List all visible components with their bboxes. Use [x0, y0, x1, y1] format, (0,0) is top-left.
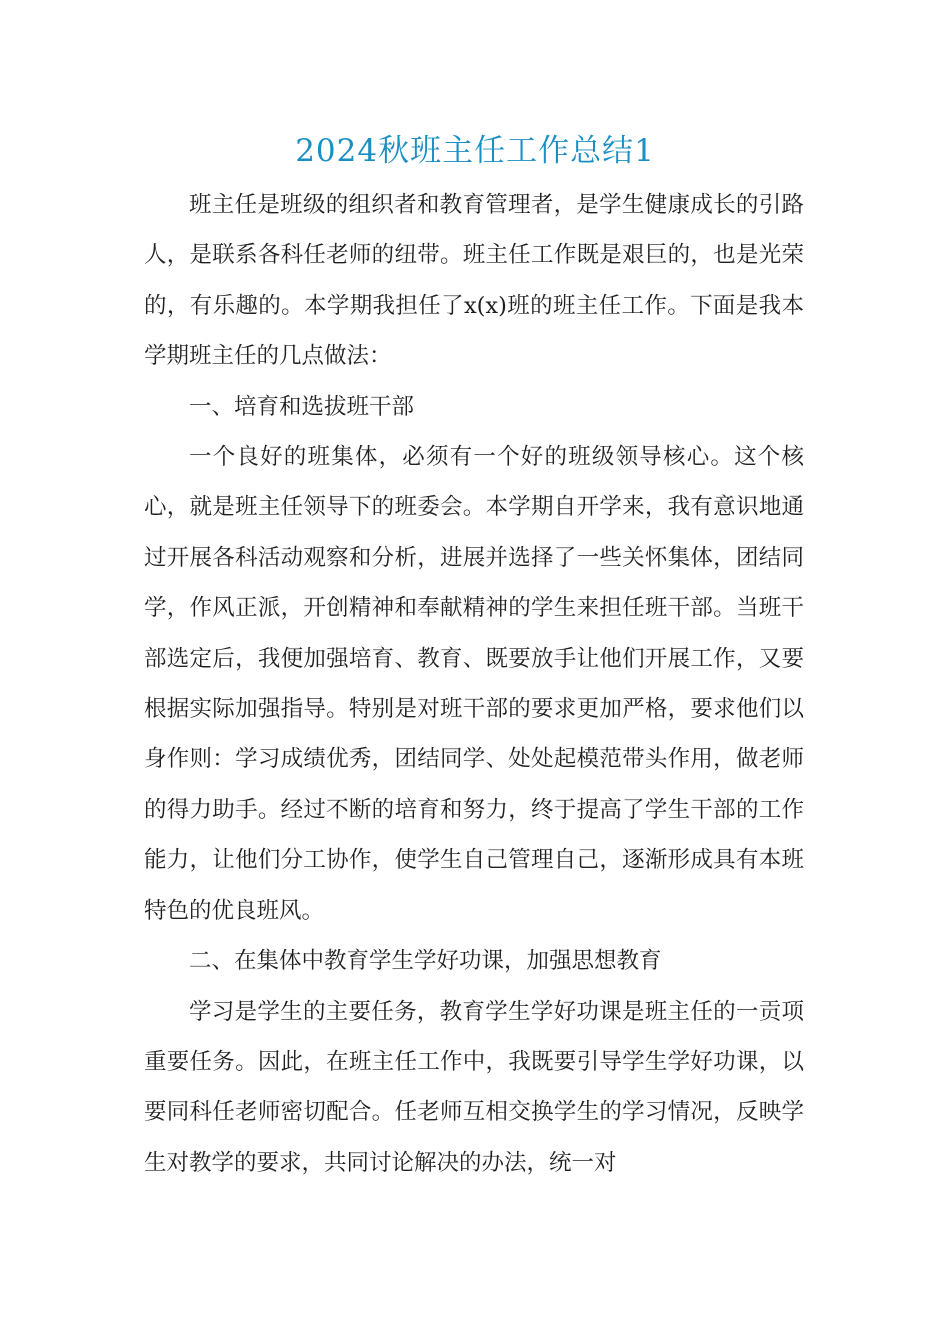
paragraph-section-2: 学习是学生的主要任务，教育学生学好功课是班主任的一贡项重要任务。因此，在班主任工作中，我既要引导学生学好功课，以要同科任老师密切配合。任老师互相交换学生的学习情况，反映学生对教学的要求，共同讨论解决的办法，统一对 [144, 998, 804, 1176]
paragraph-section-1: 一个良好的班集体，必须有一个好的班级领导核心。这个核心，就是班主任领导下的班委会。本学期自开学来，我有意识地通过开展各科活动观察和分析，进展并选择了一些关怀集体，团结同学，作风正派，开创精神和奉献精神的学生来担任班干部。当班干部选定后，我便加强培育、教育、既要放手让他们开展工作，又要根据实际加强指导。特别是对班干部的要求更加严格，要求他们以身作则：学习成绩优秀，团结同学、处处起模范带头作用，做老师的得力助手。经过不断的培育和努力，终于提高了学生干部的工作能力，让他们分工协作，使学生自己管理自己，逐渐形成具有本班特色的优良班风。 [144, 444, 804, 924]
document-title: 2024秋班主任工作总结1 [295, 133, 655, 169]
section-heading-2: 二、在集体中教育学生学好功课，加强思想教育 [189, 948, 662, 975]
paragraph-intro: 班主任是班级的组织者和教育管理者，是学生健康成长的引路人，是联系各科任老师的纽带。班主任工作既是艰巨的，也是光荣的，有乐趣的。本学期我担任了x(x)班的班主任工作。下面是我本学期班主任的几点做法： [144, 192, 804, 370]
document-body [144, 180, 804, 1188]
section-heading-1: 一、培育和选拔班干部 [189, 393, 415, 420]
